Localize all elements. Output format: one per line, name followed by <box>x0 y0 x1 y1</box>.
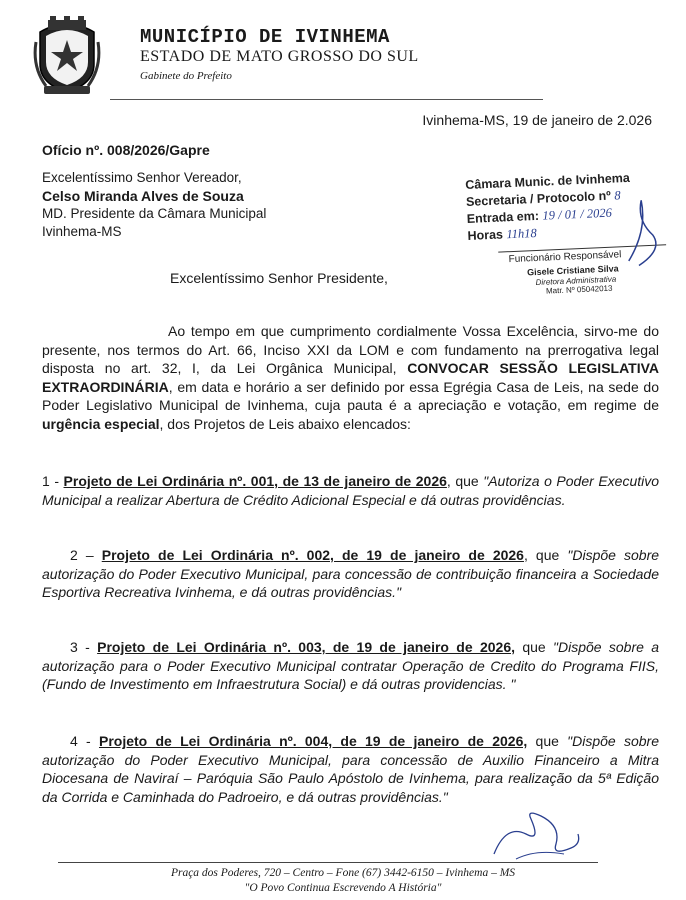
item-description: "Dispõe sobre autorização do Poder Executivo Municipal, para concessão de Auxilio Financeiro a Mitra Diocesana de Naviraí – Paróquia São Paulo Apóstolo de Ivinhema, para realização da 5ª Edição da Corrida e Caminhada do Padroeiro, e dá outras providências." <box>42 733 659 805</box>
stamp-employee-name: Gisele Cristiane Silva <box>526 263 619 278</box>
item-description: "Autoriza o Poder Executivo Municipal a realizar Abertura de Crédito Adicional Especial e dá outras providências. <box>42 473 660 508</box>
municipality-title: MUNICÍPIO DE IVINHEMA <box>140 26 390 48</box>
recipient-role: MD. Presidente da Câmara Municipal <box>42 206 267 221</box>
header-divider <box>110 99 543 100</box>
oficio-number: Ofício nº. 008/2026/Gapre <box>42 142 210 158</box>
footer-motto: "O Povo Continua Escrevendo A História" <box>244 882 442 894</box>
greeting: Excelentíssimo Senhor Presidente, <box>170 270 388 286</box>
municipal-crest-icon <box>32 12 102 96</box>
item-number: 3 - <box>70 639 90 655</box>
stamp-protocol-label: Secretaria / Protocolo nº <box>465 188 612 209</box>
recipient-salutation: Excelentíssimo Senhor Vereador, <box>42 170 242 185</box>
stamp-entry-label: Entrada em: <box>466 208 540 226</box>
item-connector: , que <box>446 473 479 489</box>
item-connector: que <box>522 639 546 655</box>
signature-icon <box>486 804 586 862</box>
item-description: "Dispõe sobre a autorização para o Poder Executivo Municipal contratar Operação de Credito do Programa FIIS, (Fundo de Investimento em Infraestrutura Social) e dá outras providencias. " <box>42 639 660 693</box>
list-item <box>42 638 659 694</box>
item-number: 1 - <box>42 473 59 489</box>
body-text-3: , dos Projetos de Leis abaixo elencados: <box>159 415 411 432</box>
footer-address: Praça dos Poderes, 720 – Centro – Fone (67) 3442-6150 – Ivinhema – MS <box>170 867 516 879</box>
stamp-responsible: Funcionário Responsável <box>508 249 622 266</box>
item-bill: Projeto de Lei Ordinária nº. 003, de 19 de janeiro de 2026, <box>97 639 515 655</box>
item-connector: , que <box>523 547 560 563</box>
body-paragraph <box>42 322 659 434</box>
recipient-city: Ivinhema-MS <box>42 224 122 239</box>
body-text-2: , em data e horário a ser definido por essa Egrégia Casa de Leis, na sede do Poder Legislativo Municipal de Ivinhema, cuja pauta é a apreciação e votação, em regime de <box>42 378 659 414</box>
item-number: 2 – <box>70 547 94 563</box>
list-item <box>42 546 659 602</box>
stamp-employee-role: Diretora Administrativa <box>535 274 617 288</box>
stamp-line-hours <box>467 226 537 244</box>
body-text-1: Ao tempo em que cumprimento cordialmente Vossa Excelência, sirvo-me do presente, nos termos do Art. 66, Inciso XXI da LOM e com fundamento na prerrogativa legal disposta no art. 32, I, da Lei Orgânica Municipal, <box>42 323 659 377</box>
stamp-entry-value: 19 / 01 / 2026 <box>542 205 613 223</box>
footer-divider <box>58 862 598 863</box>
body-convocar: CONVOCAR SESSÃO LEGISLATIVA EXTRAORDINÁRIA <box>42 360 659 395</box>
item-description: "Dispõe sobre autorização do Poder Executivo Municipal, para concessão de contribuição financeira a Sociedade Esportiva Recreativa Ivinhema, e dá outras providências." <box>42 547 660 601</box>
item-bill: Projeto de Lei Ordinária nº. 001, de 13 de janeiro de 2026 <box>63 473 447 489</box>
item-number: 4 - <box>70 733 91 749</box>
stamp-line-chamber: Câmara Munic. de Ivinhema <box>465 170 631 192</box>
cabinet-label: Gabinete do Prefeito <box>140 70 232 82</box>
stamp-employee-id: Matr. Nº 05042013 <box>545 283 613 296</box>
city-date: Ivinhema-MS, 19 de janeiro de 2.026 <box>422 112 652 128</box>
item-bill: Projeto de Lei Ordinária nº. 002, de 19 de janeiro de 2026 <box>101 547 524 563</box>
stamp-signature-icon <box>613 188 669 271</box>
stamp-hours-value: 11h18 <box>506 225 538 242</box>
body-urgencia: urgência especial <box>42 415 160 432</box>
protocol-stamp <box>465 169 682 300</box>
list-item <box>42 732 659 806</box>
stamp-protocol-value: 8 <box>613 188 621 203</box>
state-name: ESTADO DE MATO GROSSO DO SUL <box>140 48 419 65</box>
recipient-name: Celso Miranda Alves de Souza <box>42 188 244 204</box>
stamp-hours-label: Horas <box>467 227 504 243</box>
item-connector: que <box>535 733 559 749</box>
list-item <box>42 472 659 509</box>
item-bill: Projeto de Lei Ordinária nº. 004, de 19 de janeiro de 2026, <box>98 733 528 749</box>
